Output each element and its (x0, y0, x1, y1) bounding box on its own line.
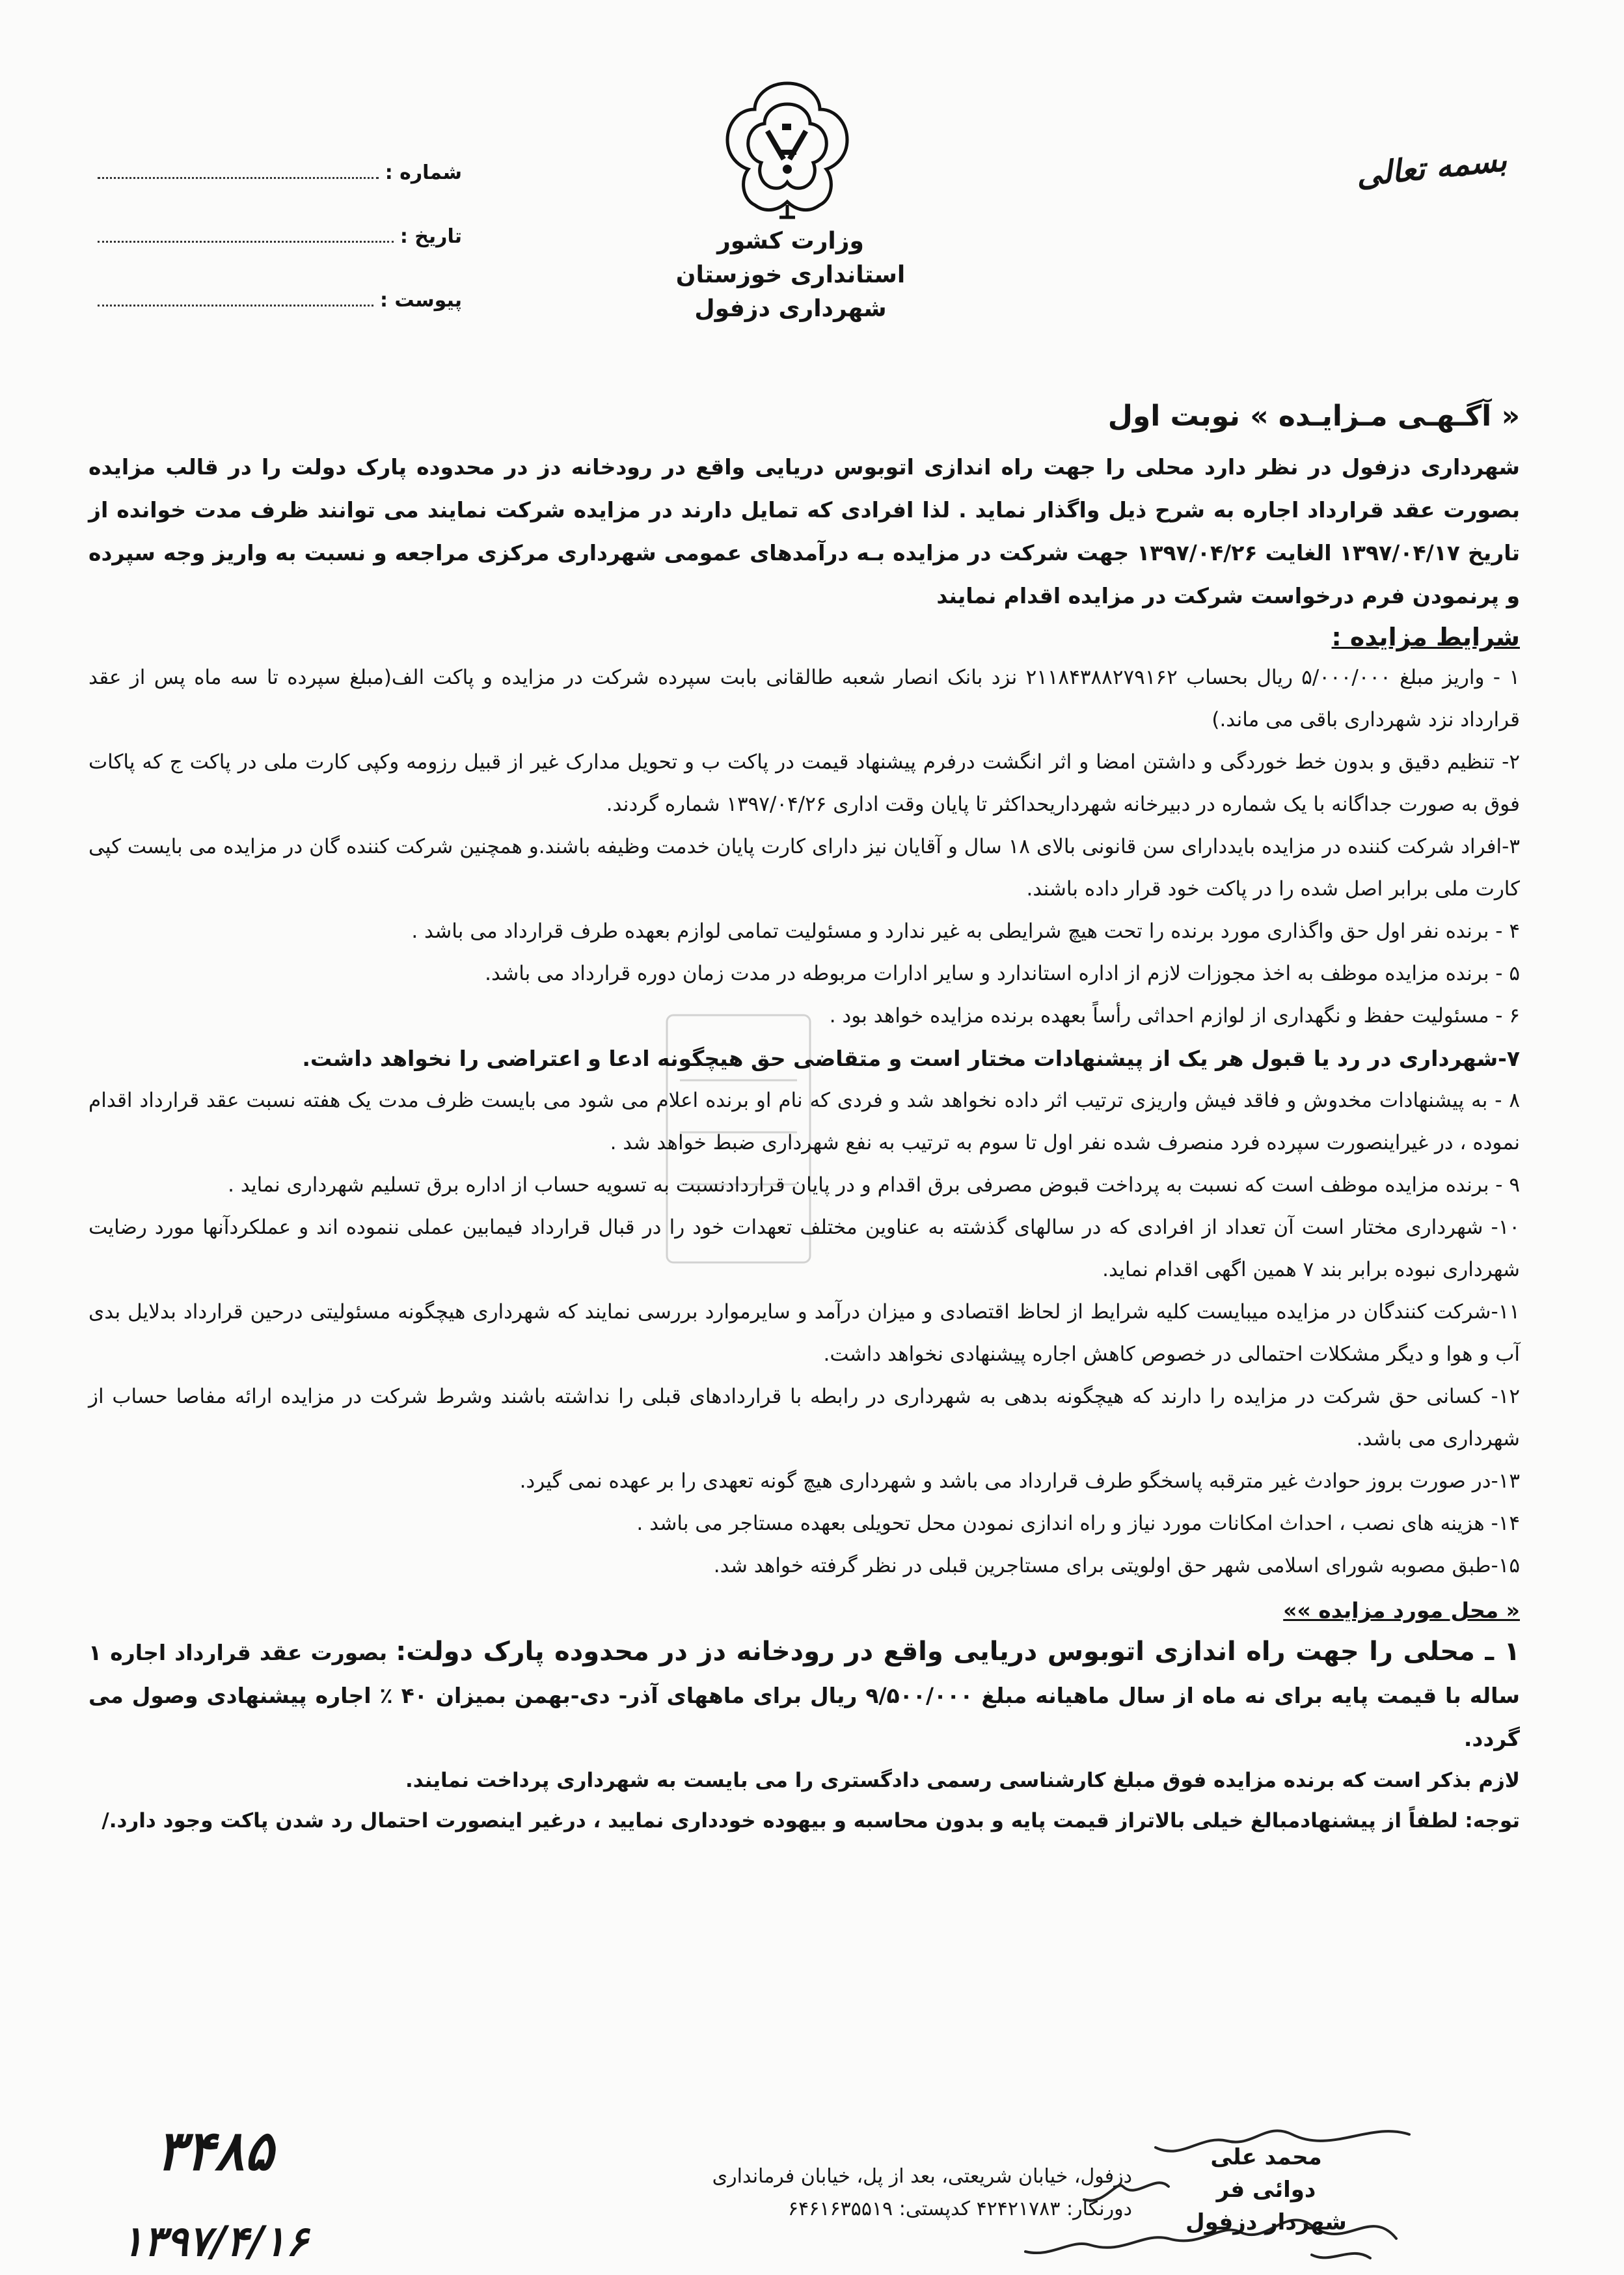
basmala: بسمه تعالی (1354, 142, 1509, 194)
place-lead: ۱ ـ محلی را جهت راه اندازی اتوبوس دریایی واقع در رودخانه دز در محدوده پارک دولت: (396, 1637, 1520, 1667)
condition-item: ۴ - برنده نفر اول حق واگذاری مورد برنده را تحت هیچ شرایطی به غیر ندارد و مسئولیت تمامی لوازم بعهده طرف قرارداد می باشد . (411, 920, 1520, 943)
letter-meta-fields (98, 120, 462, 312)
warning-note: توجه: لطفاً از پیشنهادمبالغ خیلی بالاتراز قیمت پایه و بدون محاسبه و بیهوده خودداری نمایید ، درغیر اینصورت احتمال رد شدن پاکت وجود دارد./ (102, 1809, 1520, 1832)
reference-block (78, 2115, 351, 2271)
attachment-label: پیوست : (379, 289, 462, 312)
attachment-blank (98, 304, 373, 307)
condition-item: ۱ - واریز مبلغ ۵/۰۰۰/۰۰۰ ریال بحساب ۲۱۱۸۴۳۸۸۲۷۹۱۶۲ نزد بانک انصار شعبه طالقانی بابت سپرده شرکت در مزایده و پاکت الف(مبلغ سپرده تا سه ماه پس از عقد قرارداد نزد شهرداری باقی می ماند.) (88, 666, 1520, 731)
date-blank (98, 240, 394, 243)
notice-intro: شهرداری دزفول در نظر دارد محلی را جهت راه اندازی اتوبوس دریایی واقع در رودخانه دز در محدوده پارک دولت را در قالب مزایده بصورت عقد قرارداد اجاره به شرح ذیل واگذار نماید . لذا افرادی که تمایل دارند در مزایده شرکت نمایند می توانند ظرف مدت خوانده از تاریخ ۱۳۹۷/۰۴/۱۷ الغایت ۱۳۹۷/۰۴/۲۶ جهت شرکت در مزایده بـه درآمدهای عمومی شهرداری مرکزی مراجعه و نسبت به واریز وجه سپرده و پرنمودن فرم درخواست شرکت در مزایده اقدام نمایند (88, 454, 1520, 608)
condition-item: ۱۱-شرکت کنندگان در مزایده میبایست کلیه شرایط از لحاظ اقتصادی و میزان درآمد و سایرموارد بررسی نمایند که شهرداری هیچگونه مسئولیتی درحین قرارداد بدلایل بدی آب و هوا و دیگر مشکلات احتمالی در خصوص کاهش اجاره پیشنهادی نخواهد داشت. (88, 1300, 1520, 1366)
condition-item: ۵ - برنده مزایده موظف به اخذ مجوزات لازم از اداره استاندارد و سایر ادارات مربوطه در مدت زمان دوره قرارداد می باشد. (485, 962, 1520, 985)
place-terms: بصورت عقد قرارداد اجاره ۱ ساله با قیمت پایه برای نه ماه از سال ماهیانه مبلغ ۹/۵۰۰/۰۰۰ ریال برای ماههای آذر- دی-بهمن بمیزان ۴۰ ٪ اجاره پیشنهادی وصول می گردد. (88, 1640, 1520, 1751)
place-description (88, 1630, 1520, 1760)
condition-item: ۱۰- شهرداری مختار است آن تعداد از افرادی که در سالهای گذشته به عناوین مختلف تعهدات خود را در قبال قرارداد فیمابین عملی ننموده اند و عملکردآنها مورد رضایت شهرداری نبوده برابر بند ۷ همین اگهی اقدام نماید. (88, 1216, 1520, 1281)
signer-name: محمد علی دوائی فر (1210, 2144, 1322, 2203)
conditions-heading: شرایط مزایده : (1331, 623, 1520, 651)
condition-item: ۸ - به پیشنهادات مخدوش و فاقد فیش واریزی ترتیب اثر داده نخواهد شد و فردی که نام او برنده اعلام می شود می بایست ظرف مدت یک هفته نسبت عقد قرارداد اقدام نموده ، در غیراینصورت سپرده فرد منصرف شده نفر اول تا سوم به ترتیب به نفع شهرداری ضبط خواهد شد . (88, 1089, 1520, 1154)
condition-item: ۹ - برنده مزایده موظف است که نسبت به پرداخت قبوض مصرفی برق اقدام و در پایان قراردادنسبت به تسویه حساب از اداره برق تسلیم شهرداری نماید . (228, 1173, 1520, 1197)
condition-item: ۲- تنظیم دقیق و بدون خط خوردگی و داشتن امضا و اثر انگشت درفرم پیشنهاد قیمت در پاکت ب و تحویل مدارک غیر از قبیل رزومه وکپی کارت ملی در پاکت ج که پاکات فوق به صورت جداگانه با یک شماره در دبیرخانه شهرداریحداکثر تا پایان وقت اداری ۱۳۹۷/۰۴/۲۶ شماره گردند. (88, 750, 1520, 816)
condition-item: ۳-افراد شرکت کننده در مزایده بایددارای سن قانونی بالای ۱۸ سال و آقایان نیز دارای کارت پایان خدمت وظیفه باشند.و همچنین شرکت کننده گان در مزایده می بایست کپی کارت ملی برابر اصل شده را در پاکت خود قرار داده باشند. (88, 835, 1520, 901)
reference-date: ۱۳۹۷/۴/۱۶ (121, 2217, 308, 2266)
notice-body (88, 394, 1520, 1841)
date-field (98, 184, 462, 248)
attachment-field (98, 248, 462, 312)
notice-title: « آگـهـی مـزایـده » نوبت اول (1107, 400, 1520, 433)
date-label: تاریخ : (399, 225, 462, 248)
condition-item: ۱۳-در صورت بروز حوادث غیر مترقبه پاسخگو طرف قرارداد می باشد و شهرداری هیچ گونه تعهدی را بر عهده نمی گیرد. (519, 1469, 1520, 1493)
reference-number: ۳۴۸۵ (156, 2118, 274, 2183)
footer-address: دزفول، خیابان شریعتی، بعد از پل، خیابان فرمانداری (712, 2165, 1132, 2188)
number-label: شماره : (385, 161, 462, 184)
footer-contact: دورنگار: ۴۲۴۲۱۷۸۳ کدپستی: ۶۴۶۱۶۳۵۵۱۹ (788, 2198, 1132, 2220)
condition-item: ۱۵-طبق مصوبه شورای اسلامی شهر حق اولویتی برای مستاجرین قبلی در نظر گرفته خواهد شد. (713, 1554, 1520, 1577)
signer-role: شهردار دزفول (1185, 2209, 1347, 2235)
org-line-ministry: وزارت کشور (717, 228, 864, 254)
organization-block (651, 225, 930, 326)
number-blank (98, 176, 379, 179)
condition-item: ۶ - مسئولیت حفظ و نگهداری از لوازم احداثی رأساً بعهده برنده مزایده خواهد بود . (829, 1004, 1520, 1028)
condition-item: ۱۲- کسانی حق شرکت در مزایده را دارند که هیچگونه بدهی به شهرداری در رابطه با قراردادهای قبلی را نداشته باشند وشرط شرکت در مزایده ارائه مفاصا حساب از شهرداری می باشد. (88, 1385, 1520, 1451)
number-field (98, 120, 462, 184)
condition-item: ۷-شهرداری در رد یا قبول هر یک از پیشنهادات مختار است و متقاضی حق هیچگونه ادعا و اعتراضی را نخواهد داشت. (302, 1046, 1520, 1071)
org-line-governorate: استانداری خوزستان (675, 262, 906, 288)
condition-item: ۱۴- هزینه های نصب ، احداث امکانات مورد نیاز و راه اندازی نمودن محل تحویلی بعهده مستاجر می باشد . (636, 1512, 1520, 1535)
place-note: لازم بذکر است که برنده مزایده فوق مبلغ کارشناسی رسمی دادگستری را می بایست به شهرداری پرداخت نمایند. (405, 1769, 1520, 1792)
place-heading: « محل مورد مزایده »» (1283, 1598, 1520, 1623)
municipality-logo (722, 78, 852, 221)
signer-block (1182, 2141, 1351, 2239)
org-line-municipality: شهرداری دزفول (694, 295, 887, 322)
